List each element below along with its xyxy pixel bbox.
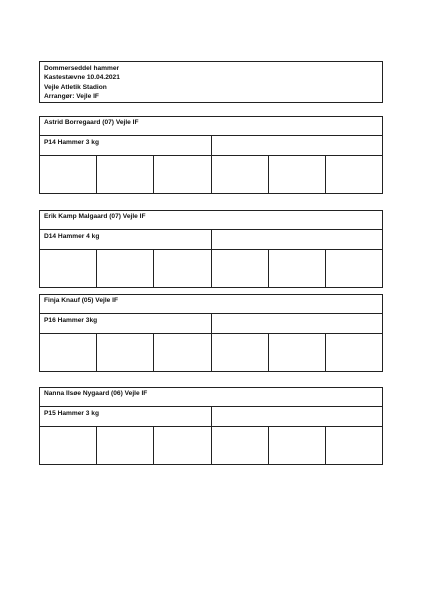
athlete-card (39, 116, 383, 194)
attempt-cell-2 (97, 427, 154, 464)
athlete-name: Finja Knauf (05) Vejle IF (40, 295, 382, 314)
athlete-name: Erik Kamp Malgaard (07) Vejle IF (40, 211, 382, 230)
athlete-card (39, 387, 383, 465)
attempt-cell-6 (326, 250, 382, 287)
athlete-name: Nanna Ilsøe Nygaard (06) Vejle IF (40, 388, 382, 407)
document-header (39, 61, 383, 103)
attempt-row (40, 250, 382, 287)
attempt-cell-4 (212, 156, 269, 193)
attempt-cell-3 (154, 334, 211, 371)
athlete-card (39, 210, 383, 288)
athlete-name: Astrid Borregaard (07) Vejle IF (40, 117, 382, 136)
header-venue: Vejle Atletik Stadion (44, 83, 107, 91)
event-blank-cell (212, 136, 382, 155)
attempt-cell-2 (97, 334, 154, 371)
event-row (40, 314, 382, 334)
attempt-cell-4 (212, 427, 269, 464)
attempt-cell-1 (40, 427, 97, 464)
attempt-cell-1 (40, 334, 97, 371)
event-label: P14 Hammer 3 kg (40, 136, 212, 155)
attempt-cell-6 (326, 427, 382, 464)
attempt-row (40, 334, 382, 371)
event-row (40, 136, 382, 156)
attempt-cell-2 (97, 250, 154, 287)
attempt-cell-5 (269, 334, 326, 371)
event-blank-cell (212, 230, 382, 249)
attempt-cell-3 (154, 156, 211, 193)
attempt-cell-3 (154, 427, 211, 464)
attempt-row (40, 156, 382, 193)
attempt-cell-5 (269, 250, 326, 287)
event-blank-cell (212, 407, 382, 426)
attempt-cell-4 (212, 250, 269, 287)
attempt-cell-1 (40, 250, 97, 287)
athlete-card (39, 294, 383, 372)
attempt-cell-3 (154, 250, 211, 287)
attempt-cell-5 (269, 156, 326, 193)
attempt-cell-4 (212, 334, 269, 371)
attempt-cell-2 (97, 156, 154, 193)
attempt-cell-6 (326, 334, 382, 371)
header-meet: Kastestævne 10.04.2021 (44, 74, 120, 82)
event-label: D14 Hammer 4 kg (40, 230, 212, 249)
event-blank-cell (212, 314, 382, 333)
header-title: Dommerseddel hammer (44, 65, 120, 72)
header-organizer: Arrangør: Vejle IF (44, 93, 99, 101)
attempt-cell-6 (326, 156, 382, 193)
event-row (40, 407, 382, 427)
event-row (40, 230, 382, 250)
event-label: P15 Hammer 3 kg (40, 407, 212, 426)
event-label: P16 Hammer 3kg (40, 314, 212, 333)
attempt-cell-5 (269, 427, 326, 464)
attempt-row (40, 427, 382, 464)
attempt-cell-1 (40, 156, 97, 193)
